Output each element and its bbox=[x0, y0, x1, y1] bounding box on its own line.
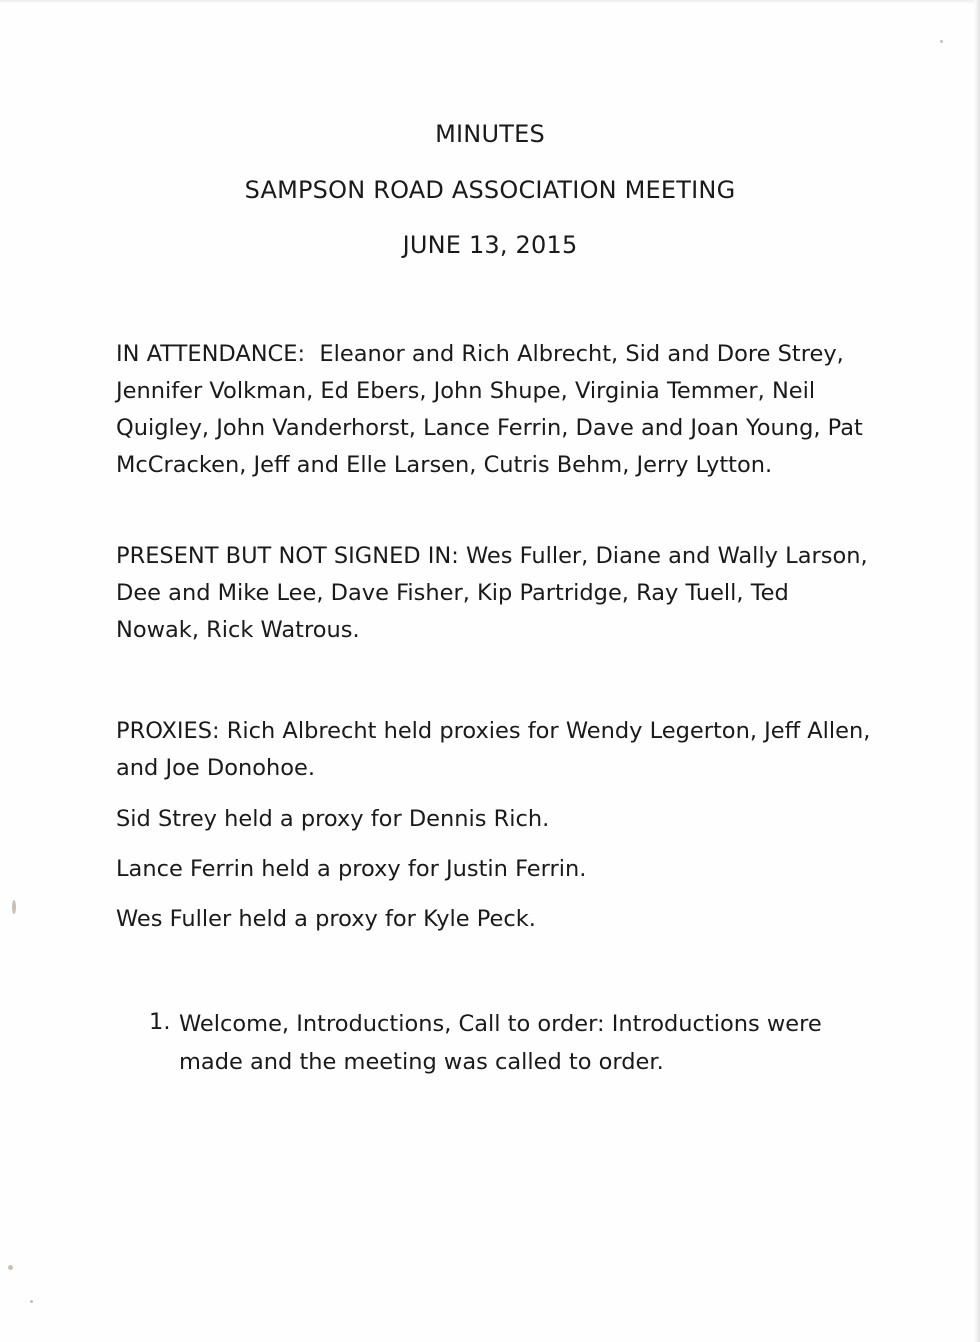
proxy-line: Wes Fuller held a proxy for Kyle Peck. bbox=[116, 906, 536, 932]
attendance-label: IN ATTENDANCE: bbox=[116, 341, 306, 367]
scan-speck bbox=[12, 900, 16, 914]
attendance-paragraph bbox=[116, 336, 876, 484]
organization-name: SAMPSON ROAD ASSOCIATION MEETING bbox=[244, 176, 736, 204]
scan-speck bbox=[8, 1265, 13, 1270]
proxies-label: PROXIES: bbox=[116, 718, 220, 744]
present-not-signed-text: Wes Fuller, Diane and Wally Larson, Dee and Mike Lee, Dave Fisher, Kip Partridge, Ray Tuell, Ted Nowak, Rick Watrous. bbox=[116, 543, 868, 643]
proxy-line: Lance Ferrin held a proxy for Justin Ferrin. bbox=[116, 856, 587, 882]
proxies-paragraph bbox=[116, 713, 876, 787]
proxy-line: Sid Strey held a proxy for Dennis Rich. bbox=[116, 806, 550, 832]
document-title: MINUTES bbox=[435, 120, 545, 148]
scan-speck bbox=[940, 40, 943, 43]
proxies-text: Rich Albrecht held proxies for Wendy Legerton, Jeff Allen, and Joe Donohoe. bbox=[116, 718, 871, 781]
attendance-text: Eleanor and Rich Albrecht, Sid and Dore Strey, Jennifer Volkman, Ed Ebers, John Shupe, Virginia Temmer, Neil Quigley, John Vanderhorst, Lance Ferrin, Dave and Joan Young, Pat McCracken, Jeff and Elle Larsen, Cutris Behm, Jerry Lytton. bbox=[116, 341, 863, 478]
agenda-item-text: Welcome, Introductions, Call to order: Introductions were made and the meeting was called to order. bbox=[179, 1011, 822, 1075]
present-not-signed-paragraph bbox=[116, 538, 876, 649]
present-not-signed-label: PRESENT BUT NOT SIGNED IN: bbox=[116, 543, 459, 569]
agenda-item-number: 1. bbox=[149, 1009, 171, 1035]
scan-edge-top bbox=[0, 0, 980, 4]
meeting-date: JUNE 13, 2015 bbox=[402, 231, 578, 259]
scan-speck bbox=[30, 1300, 33, 1303]
